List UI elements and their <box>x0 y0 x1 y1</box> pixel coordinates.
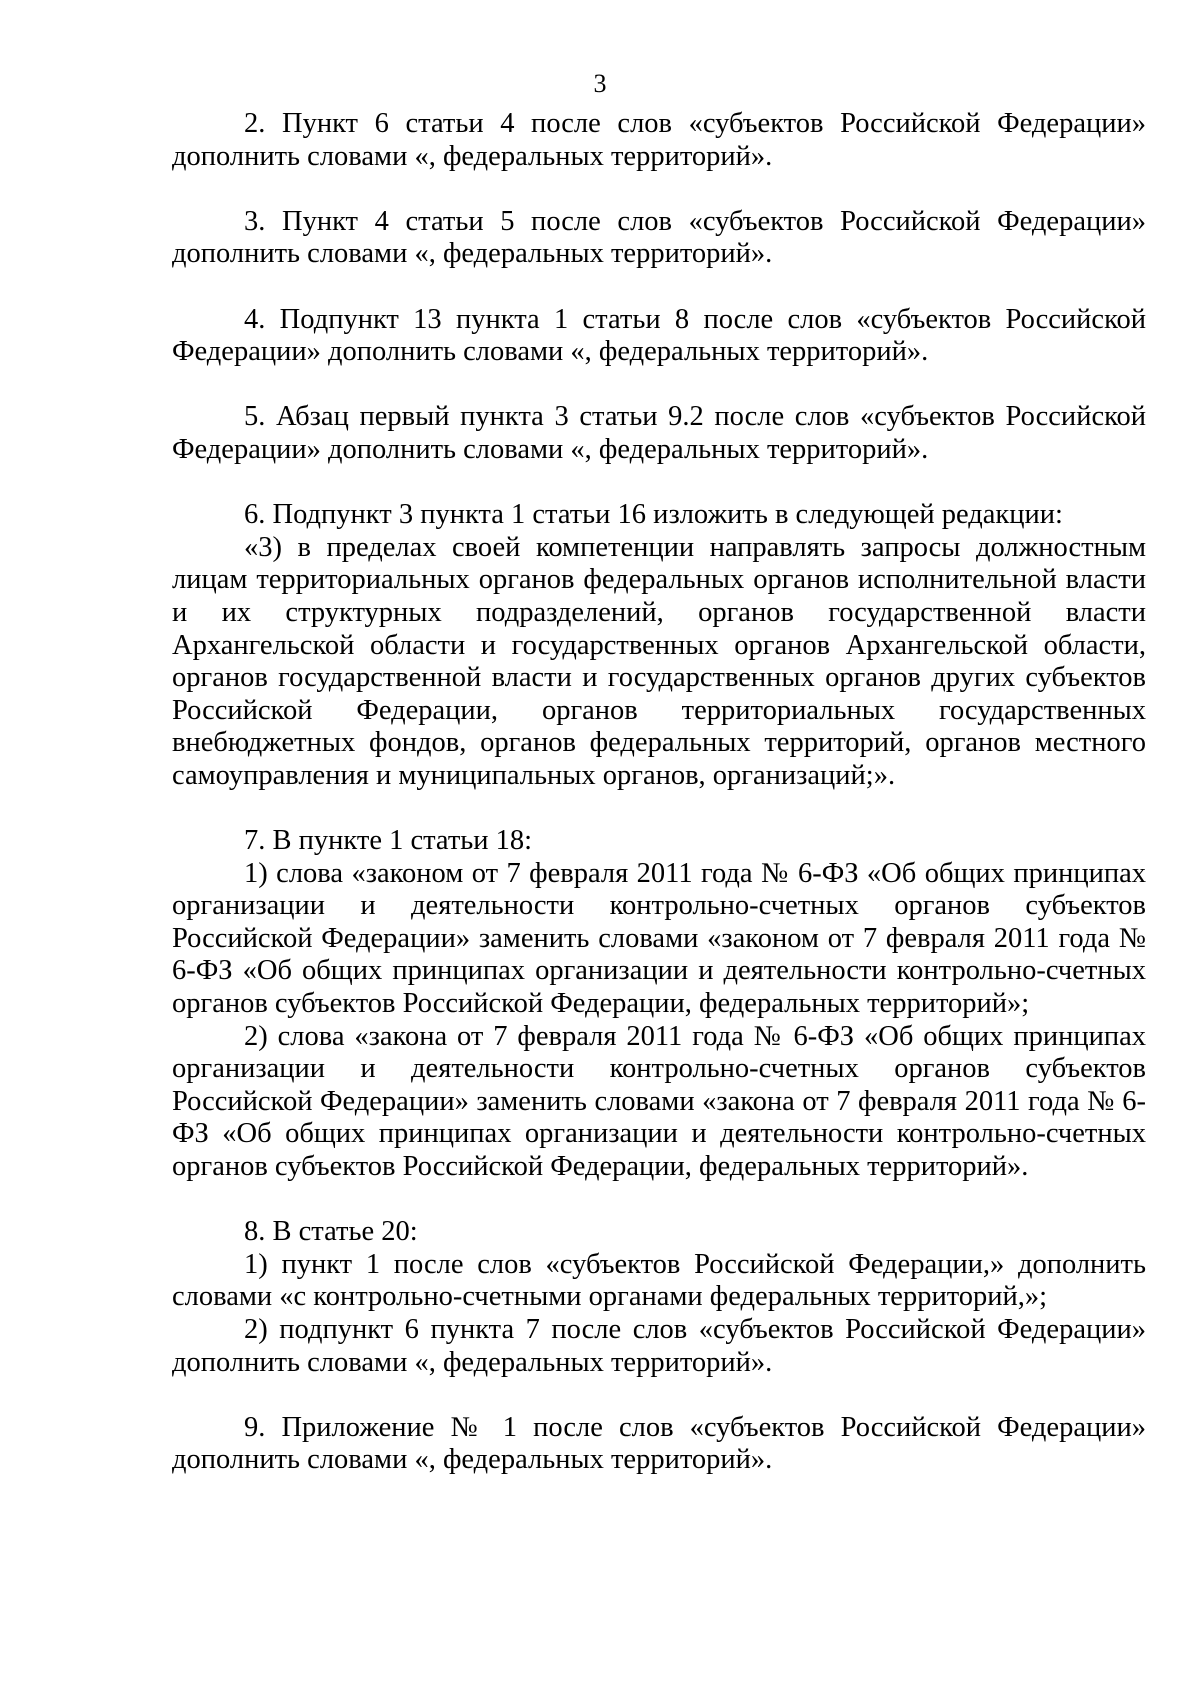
paragraph: 3. Пункт 4 статьи 5 после слов «субъектов Российской Федерации» дополнить словами «, федеральных территорий». <box>172 205 1146 270</box>
paragraph: 4. Подпункт 13 пункта 1 статьи 8 после слов «субъектов Российской Федерации» дополнить словами «, федеральных территорий». <box>172 303 1146 368</box>
paragraph: 1) пункт 1 после слов «субъектов Российской Федерации,» дополнить словами «с контрольно-счетными органами федеральных территорий,»; <box>172 1248 1146 1313</box>
paragraph: «3) в пределах своей компетенции направлять запросы должностным лицам территориальных органов федеральных органов исполнительной власти и их структурных подразделений, органов государственной власти Архангельской области и государственных органов Архангельской области, органов государственной власти и государственных органов других субъектов Российской Федерации, органов территориальных государственных внебюджетных фондов, органов федеральных территорий, органов местного самоуправления и муниципальных органов, организаций;». <box>172 531 1146 791</box>
item-2 <box>172 108 1146 173</box>
item-9 <box>172 1412 1146 1477</box>
paragraph: 2) слова «закона от 7 февраля 2011 года № 6-ФЗ «Об общих принципах организации и деятельности контрольно-счетных органов субъектов Российской Федерации» заменить словами «закона от 7 февраля 2011 года № 6-ФЗ «Об общих принципах организации и деятельности контрольно-счетных органов субъектов Российской Федерации, федеральных территорий». <box>172 1020 1146 1182</box>
page-number: 3 <box>593 69 607 98</box>
paragraph: 2) подпункт 6 пункта 7 после слов «субъектов Российской Федерации» дополнить словами «, федеральных территорий». <box>172 1313 1146 1378</box>
paragraph: 2. Пункт 6 статьи 4 после слов «субъектов Российской Федерации» дополнить словами «, федеральных территорий». <box>172 108 1146 172</box>
item-4 <box>172 304 1146 369</box>
item-8 <box>172 1216 1146 1379</box>
paragraph: 6. Подпункт 3 пункта 1 статьи 16 изложить в следующей редакции: <box>244 499 1063 531</box>
item-7 <box>172 825 1146 1184</box>
paragraph: 5. Абзац первый пункта 3 статьи 9.2 после слов «субъектов Российской Федерации» дополнить словами «, федеральных территорий». <box>172 401 1146 465</box>
document-body <box>172 108 1146 1477</box>
paragraph: 8. В статье 20: <box>244 1216 418 1248</box>
paragraph: 9. Приложение № 1 после слов «субъектов Российской Федерации» дополнить словами «, федеральных территорий». <box>172 1411 1146 1476</box>
item-3 <box>172 206 1146 271</box>
item-5 <box>172 401 1146 466</box>
paragraph: 1) слова «законом от 7 февраля 2011 года № 6-ФЗ «Об общих принципах организации и деятельности контрольно-счетных органов субъектов Российской Федерации» заменить словами «законом от 7 февраля 2011 года № 6-ФЗ «Об общих принципах организации и деятельности контрольно-счетных органов субъектов Российской Федерации, федеральных территорий»; <box>172 857 1146 1020</box>
item-6 <box>172 499 1146 792</box>
paragraph: 7. В пункте 1 статьи 18: <box>244 825 533 857</box>
